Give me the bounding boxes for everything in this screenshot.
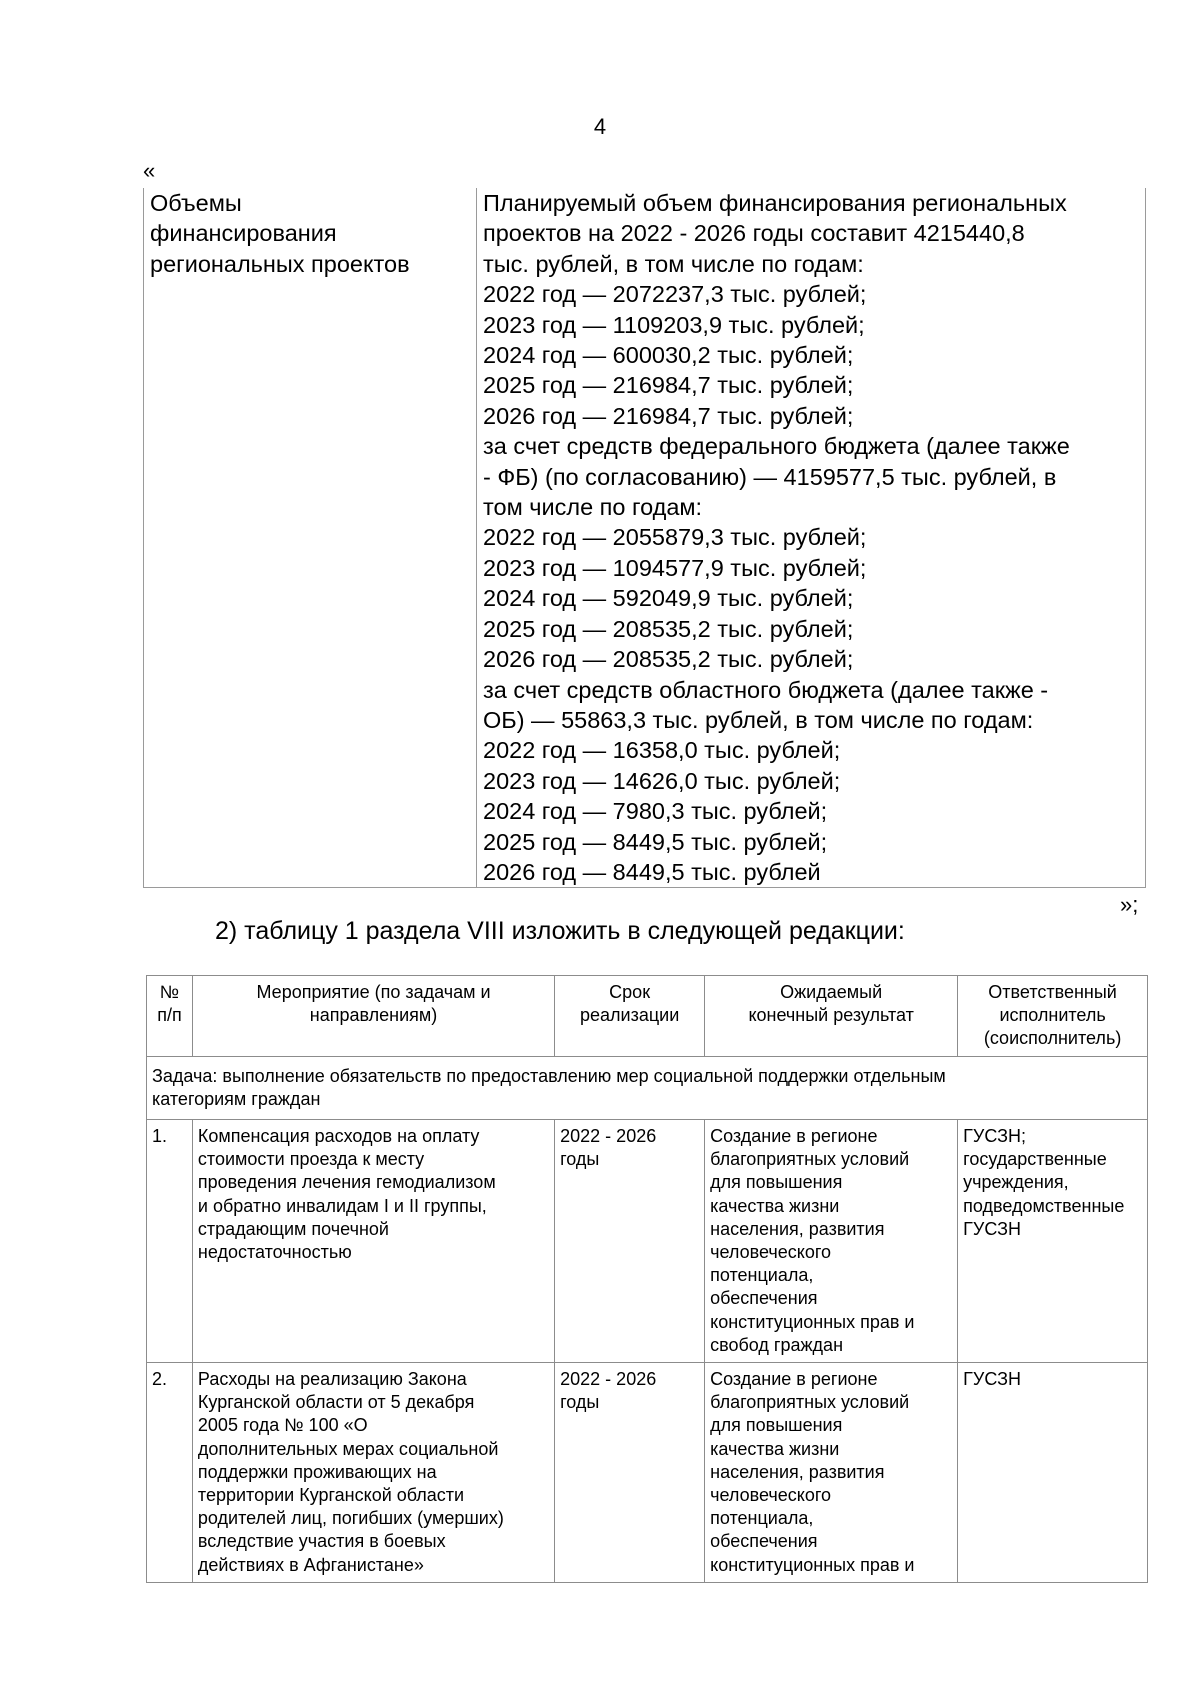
cell-line: Создание в регионе [710,1369,878,1390]
table-header-row [147,976,1148,1057]
funding-text-line: 2022 год — 2072237,3 тыс. рублей; [483,281,867,308]
cell-line: населения, развития [710,1218,885,1239]
cell-line: ГУСЗН [963,1369,1022,1390]
cell-line: 2022 - 2026 [560,1369,657,1390]
task-text: категориям граждан [152,1088,321,1109]
header-text: № [159,982,180,1002]
header-text: исполнитель [999,1005,1106,1026]
cell-line: вследствие участия в боевых [197,1531,446,1552]
funding-row [144,188,1146,888]
header-result [705,976,958,1057]
funding-label-line: финансирования [150,220,337,247]
funding-text-line: 2026 год — 216984,7 тыс. рублей; [483,402,854,429]
table-row [147,1363,1148,1583]
cell-line: стоимости проезда к месту [197,1149,425,1170]
cell-line: Компенсация расходов на оплату [197,1126,480,1147]
cell-line: конституционных прав и [710,1554,915,1575]
page-number: 4 [593,114,607,139]
cell-line: Расходы на реализацию Закона [197,1369,467,1390]
cell-line: для повышения [710,1415,843,1436]
cell-line: проведения лечения гемодиализом [197,1172,496,1193]
row-term [555,1363,705,1583]
row-number: 2. [147,1363,193,1583]
row-activity [192,1120,554,1363]
header-text: Ответственный [988,982,1117,1002]
cell-line: благоприятных условий [710,1149,910,1170]
header-executor [958,976,1148,1057]
funding-text-line: ОБ) — 55863,3 тыс. рублей, в том числе по годам: [483,706,1034,733]
cell-line: 2022 - 2026 [560,1126,657,1147]
cell-line: территории Курганской области [197,1485,465,1506]
cell-line: населения, развития [710,1461,885,1482]
cell-line: действиях в Афганистане» [197,1554,424,1575]
cell-line: Курганской области от 5 декабря [197,1392,475,1413]
funding-text-line: 2023 год — 1109203,9 тыс. рублей; [483,311,865,338]
row-executor [958,1120,1148,1363]
row-executor [958,1363,1148,1583]
row-result [705,1120,958,1363]
funding-text-line: 2024 год — 7980,3 тыс. рублей; [483,798,828,825]
cell-line: конституционных прав и [710,1311,915,1332]
row-activity [192,1363,554,1583]
funding-text-line: 2026 год — 8449,5 тыс. рублей [483,858,821,885]
funding-label-line: региональных проектов [150,250,410,277]
funding-text-line: 2024 год — 592049,9 тыс. рублей; [483,585,854,612]
funding-text-line: проектов на 2022 - 2026 годы составит 4215440,8 [483,220,1025,247]
cell-line: поддержки проживающих на [197,1461,437,1482]
cell-line: и обратно инвалидам I и II группы, [197,1195,487,1216]
funding-text-line: за счет средств федерального бюджета (далее также [483,433,1070,460]
funding-text-line: 2023 год — 1094577,9 тыс. рублей; [483,554,867,581]
row-result [705,1363,958,1583]
header-text: Мероприятие (по задачам и [256,982,491,1002]
cell-line: годы [560,1149,600,1170]
measures-table [146,975,1148,1583]
cell-line: свобод граждан [710,1334,844,1355]
cell-line: Создание в регионе [710,1126,878,1147]
header-text: Срок [609,982,651,1002]
cell-line: потенциала, [710,1265,814,1286]
cell-line: потенциала, [710,1508,814,1529]
funding-text-line: 2025 год — 8449,5 тыс. рублей; [483,828,828,855]
header-number [147,976,193,1057]
funding-text-line: за счет средств областного бюджета (далее также - [483,676,1049,703]
header-text: конечный результат [748,1005,914,1026]
funding-text-line: 2025 год — 208535,2 тыс. рублей; [483,615,854,642]
cell-line: обеспечения [710,1288,818,1309]
funding-text-line: 2025 год — 216984,7 тыс. рублей; [483,372,854,399]
funding-text-line: 2022 год — 2055879,3 тыс. рублей; [483,524,867,551]
closing-quote: »; [1120,892,1139,917]
header-text: реализации [579,1005,680,1026]
funding-text-cell [477,188,1146,888]
cell-line: ГУСЗН [963,1218,1022,1239]
cell-line: 2005 года № 100 «О [197,1415,368,1436]
cell-line: дополнительных мерах социальной [197,1438,499,1459]
amendment-paragraph: 2) таблицу 1 раздела VIII изложить в следующей редакции: [215,917,905,945]
cell-line: учреждения, [963,1172,1069,1193]
cell-line: подведомственные [963,1195,1125,1216]
cell-line: благоприятных условий [710,1392,910,1413]
cell-line: государственные [963,1149,1107,1170]
cell-line: человеческого [710,1242,832,1263]
funding-text-line: 2026 год — 208535,2 тыс. рублей; [483,646,854,673]
funding-text-line: 2023 год — 14626,0 тыс. рублей; [483,767,841,794]
header-activity [192,976,554,1057]
table-row [147,1120,1148,1363]
funding-text-line: тыс. рублей, в том числе по годам: [483,250,864,277]
cell-line: страдающим почечной [197,1218,389,1239]
cell-line: качества жизни [710,1438,840,1459]
funding-table [143,188,1146,888]
cell-line: обеспечения [710,1531,818,1552]
funding-text-line: Планируемый объем финансирования региональных [483,190,1067,216]
task-row [147,1056,1148,1119]
cell-line: недостаточностью [197,1242,352,1263]
cell-line: для повышения [710,1172,843,1193]
funding-text-line: 2022 год — 16358,0 тыс. рублей; [483,737,841,764]
task-cell [147,1056,1148,1119]
opening-quote: « [143,158,156,183]
header-text: Ожидаемый [780,982,883,1002]
header-text: направлениям) [309,1005,438,1026]
task-text: Задача: выполнение обязательств по предоставлению мер социальной поддержки отдельным [152,1065,946,1086]
cell-line: человеческого [710,1485,832,1506]
cell-line: качества жизни [710,1195,840,1216]
funding-text-line: том числе по годам: [483,494,703,521]
funding-label-line: Объемы [150,190,242,216]
cell-line: ГУСЗН; [963,1126,1027,1147]
cell-line: годы [560,1392,600,1413]
row-term [555,1120,705,1363]
header-text: п/п [157,1005,182,1026]
cell-line: родителей лиц, погибших (умерших) [197,1508,504,1529]
funding-label-cell [144,188,477,888]
row-number: 1. [147,1120,193,1363]
header-term [555,976,705,1057]
funding-text-line: 2024 год — 600030,2 тыс. рублей; [483,342,854,369]
funding-text-line: - ФБ) (по согласованию) — 4159577,5 тыс. рублей, в [483,463,1057,490]
header-text: (соисполнитель) [983,1028,1122,1049]
